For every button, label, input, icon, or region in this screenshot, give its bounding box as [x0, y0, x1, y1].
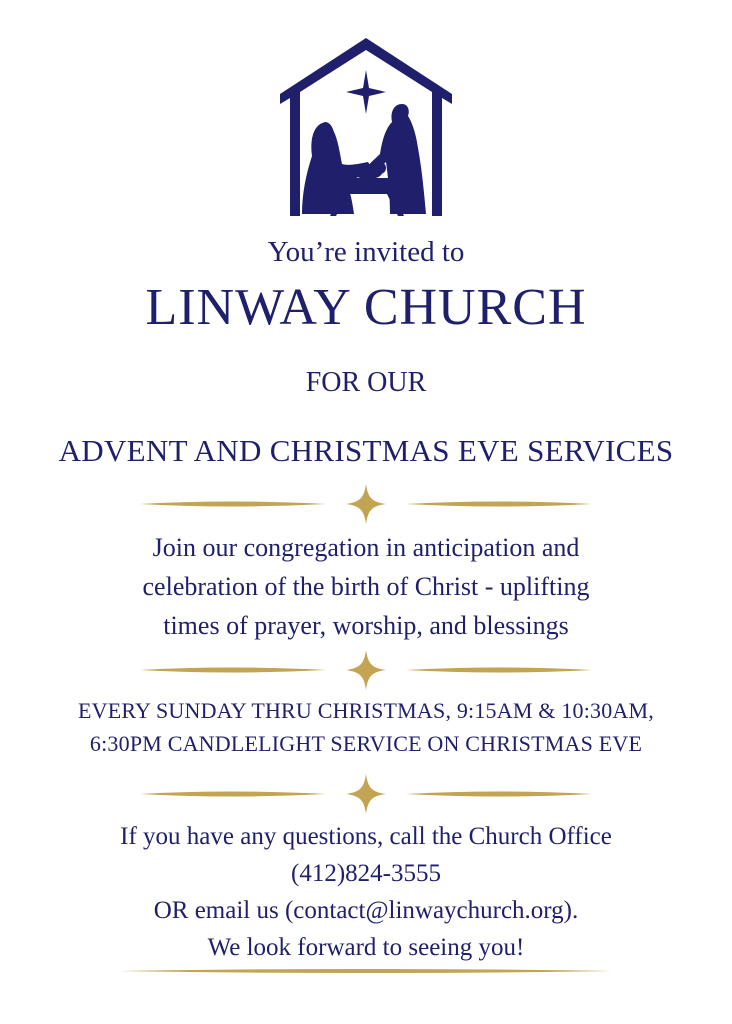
- schedule-text: [0, 694, 732, 760]
- services-title: ADVENT AND CHRISTMAS EVE SERVICES: [58, 433, 674, 468]
- church-name: LINWAY CHURCH: [145, 279, 587, 336]
- phone-number: (412)824-3555: [291, 860, 441, 887]
- email-line: OR email us (contact@linwaychurch.org).: [153, 897, 579, 924]
- four-point-star-icon: [140, 774, 592, 814]
- description-line: celebration of the birth of Christ - uplifting: [142, 572, 590, 601]
- schedule-line: EVERY SUNDAY THRU CHRISTMAS, 9:15AM & 10:30AM,: [78, 698, 654, 723]
- for-our-text: FOR OUR: [305, 367, 427, 398]
- description-line: Join our congregation in anticipation and: [152, 533, 580, 562]
- contact-line: If you have any questions, call the Church Office: [120, 823, 612, 850]
- schedule-line: 6:30PM CANDLELIGHT SERVICE ON CHRISTMAS EVE: [89, 731, 643, 756]
- four-point-star-icon: [140, 484, 592, 524]
- contact-info: [0, 818, 732, 966]
- nativity-scene-icon: [276, 36, 456, 220]
- closing-line: We look forward to seeing you!: [207, 934, 525, 961]
- bottom-divider: [120, 966, 612, 976]
- four-point-star-icon: [140, 650, 592, 690]
- description-line: times of prayer, worship, and blessings: [163, 611, 569, 640]
- description-text: [0, 528, 732, 645]
- invitation-intro: You’re invited to: [267, 236, 465, 268]
